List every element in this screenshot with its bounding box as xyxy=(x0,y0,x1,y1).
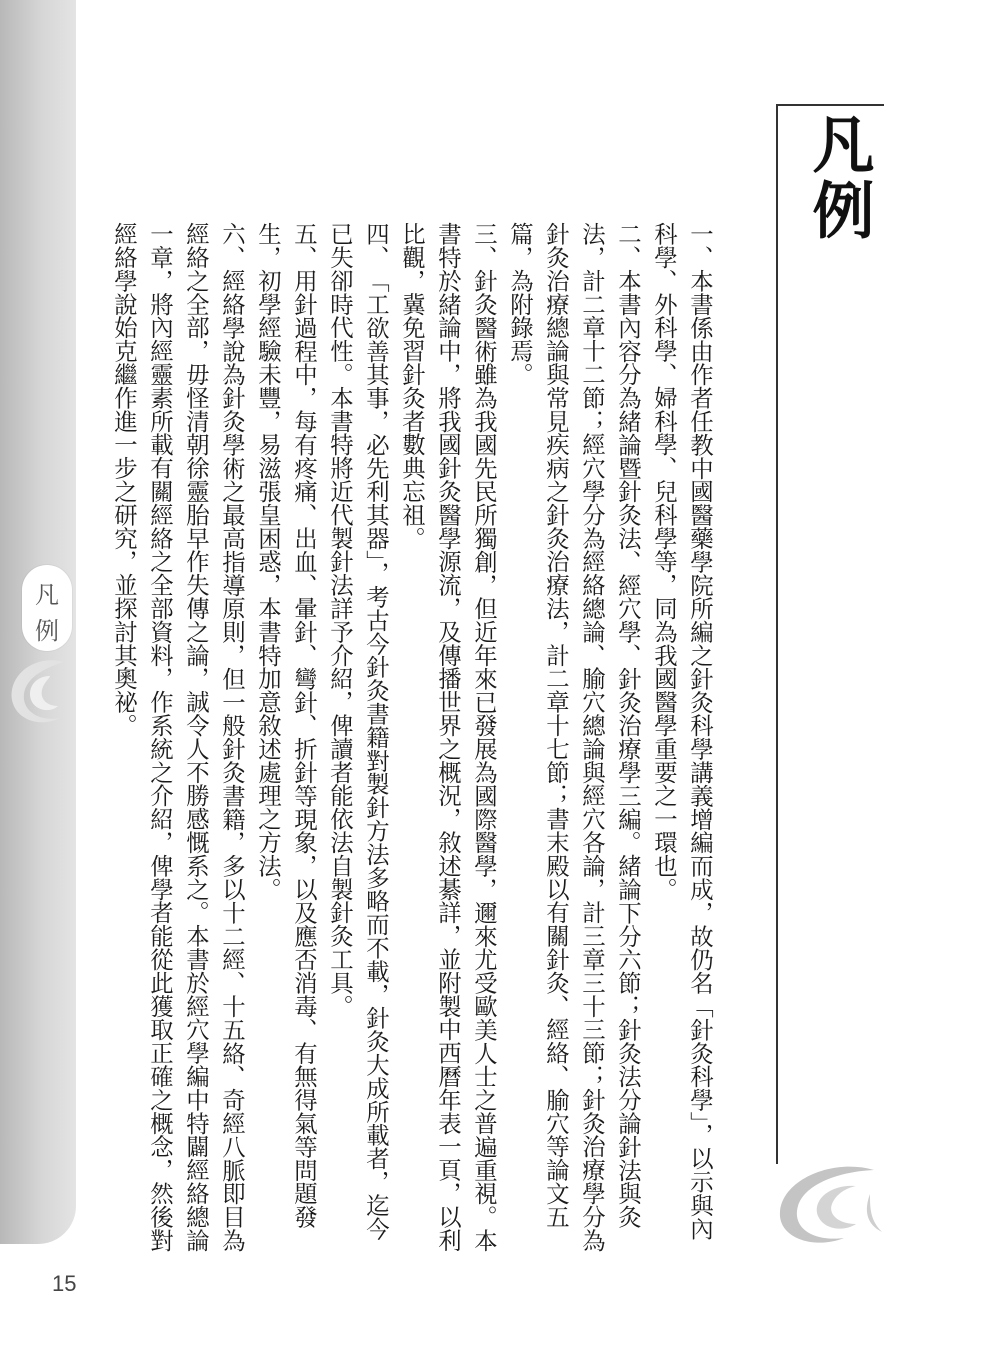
side-section-label xyxy=(22,565,72,651)
preface-body xyxy=(110,222,718,1262)
title-wave-swirl-icon xyxy=(770,1150,885,1250)
item-marker: 四、 xyxy=(362,222,390,269)
item-text: 本書係由作者任教中國醫藥學院所編之針灸科學講義增編而成，故仍名「針灸科學」，以示與內科學、外科學、婦科學、兒科學等，同為我國醫學重要之一環也。 xyxy=(650,222,714,1241)
side-label-char-1: 凡 xyxy=(35,581,59,609)
item-text: 本書內容分為緒論暨針灸法、經穴學、針灸治療學三編。緒論下分六節；針灸法分論針法與灸法，計二章十二節；經穴學分為經絡總論、腧穴總論與經穴各論，計三章三十三節；針灸治療學分為針灸治療總論與常見疾病之針灸治療法，計二章十七節；書末殿以有關針灸、經絡、腧穴等論文五篇，為附錄焉。 xyxy=(506,222,642,1252)
list-item xyxy=(502,222,646,1262)
item-text: 經絡學說為針灸學術之最高指導原則，但一般針灸書籍，多以十二經、十五絡、奇經八脈即目為經絡之全部，毋怪清朝徐靈胎早作失傳之論，誠令人不勝感慨系之。本書於經穴學編中特闢經絡總論一章，將內經靈素所載有關經絡之全部資料，作系統之介紹，俾學者能從此獲取正確之概念，然後對經絡學說始克繼作進一步之研究，並探討其奧祕。 xyxy=(110,222,246,1252)
list-item xyxy=(106,222,250,1262)
list-item xyxy=(394,222,502,1262)
side-wave-swirl-icon xyxy=(0,640,70,730)
item-marker: 二、 xyxy=(614,222,642,269)
list-item xyxy=(322,222,394,1262)
side-label-char-2: 例 xyxy=(35,617,59,645)
page-number: 15 xyxy=(52,1271,77,1296)
item-text: 「工欲善其事，必先利其器」，考古今針灸書籍對製針方法多略而不載，針灸大成所載者，迄今已失卻時代性。本書特將近代製針法詳予介紹，俾讀者能依法自製針灸工具。 xyxy=(326,222,390,1241)
item-marker: 五、 xyxy=(290,222,318,269)
item-marker: 一、 xyxy=(686,222,714,269)
item-text: 用針過程中，每有疼痛、出血、暈針、彎針、折針等現象，以及應否消毒、有無得氣等問題發生，初學經驗未豐，易滋張皇困惑，本書特加意敘述處理之方法。 xyxy=(254,222,318,1229)
item-text: 針灸醫術雖為我國先民所獨創，但近年來已發展為國際醫學，邇來尤受歐美人士之普遍重視。本書特於緒論中，將我國針灸醫學源流，及傳播世界之概況，敘述綦詳，並附製中西曆年表一頁，以利比觀，冀免習針灸者數典忘祖。 xyxy=(398,222,498,1252)
list-item xyxy=(646,222,718,1262)
title-frame xyxy=(776,104,884,1164)
page-title: 凡例 xyxy=(802,112,875,244)
item-marker: 三、 xyxy=(470,222,498,269)
item-marker: 六、 xyxy=(218,222,246,269)
list-item xyxy=(250,222,322,1262)
